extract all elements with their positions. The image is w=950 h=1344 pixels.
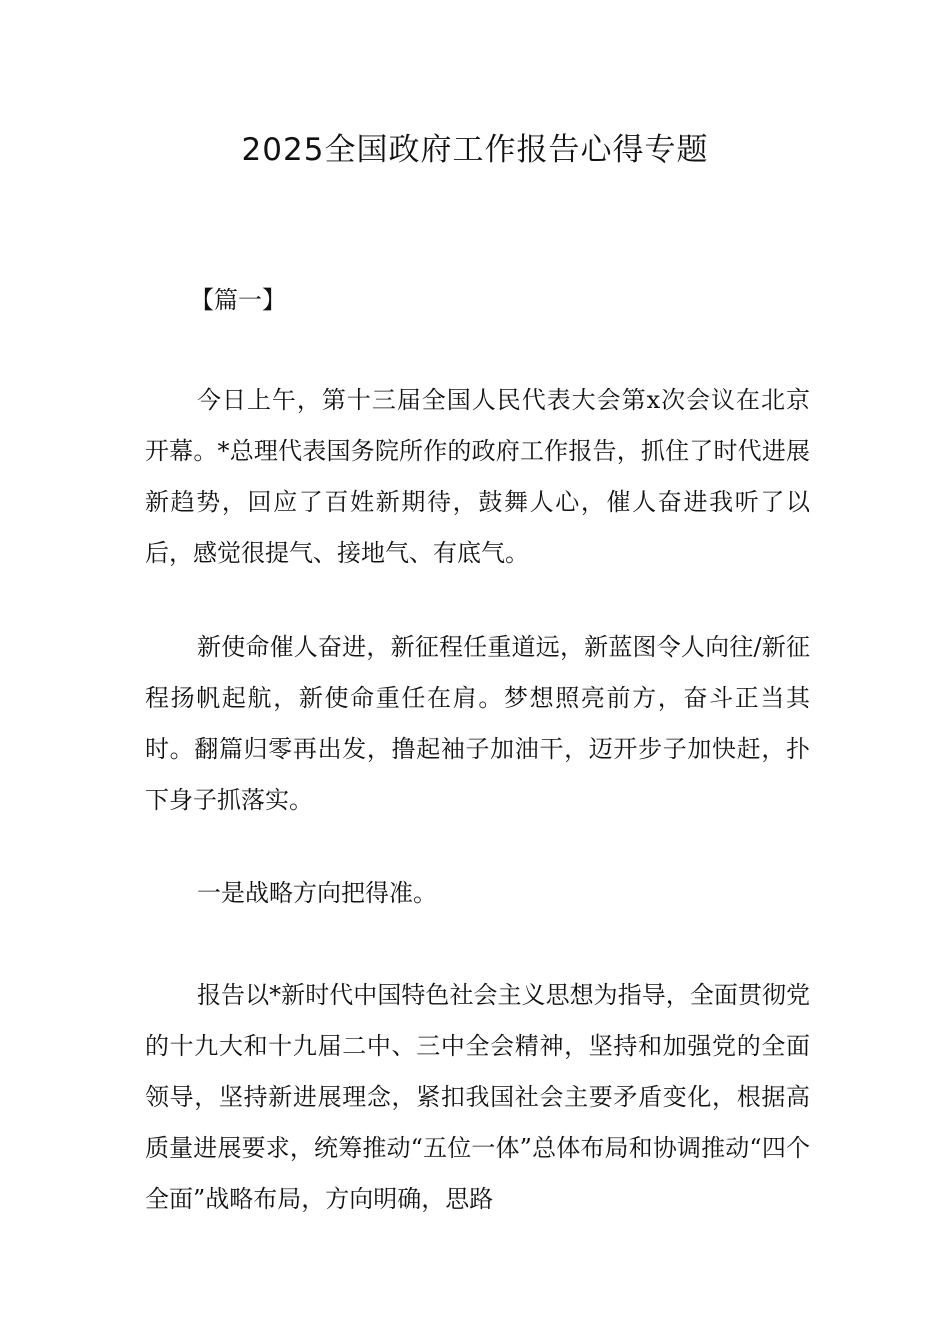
paragraph-point-one: 一是战略方向把得准。 [197, 879, 437, 907]
document-title: 2025全国政府工作报告心得专题 [241, 132, 709, 168]
paragraph-report-guidance: 报告以*新时代中国特色社会主义思想为指导，全面贯彻党的十九大和十九届二中、三中全会精神，坚持和加强党的全面领导，坚持新进展理念，紧扣我国社会主要矛盾变化，根据高质量进展要求，统筹推动“五位一体”总体布局和协调推动“四个全面”战略布局，方向明确，思路 [145, 981, 810, 1213]
paragraph-opening: 今日上午，第十三届全国人民代表大会第x次会议在北京开幕。*总理代表国务院所作的政府工作报告，抓住了时代进展新趋势，回应了百姓新期待，鼓舞人心，催人奋进我听了以后，感觉很提气、接地气、有底气。 [145, 386, 810, 567]
paragraph-mission: 新使命催人奋进，新征程任重道远，新蓝图令人向往/新征程扬帆起航，新使命重任在肩。梦想照亮前方，奋斗正当其时。翻篇归零再出发，撸起袖子加油干，迈开步子加快赶，扑下身子抓落实。 [145, 633, 810, 814]
section-heading: 【篇一】 [190, 286, 286, 314]
